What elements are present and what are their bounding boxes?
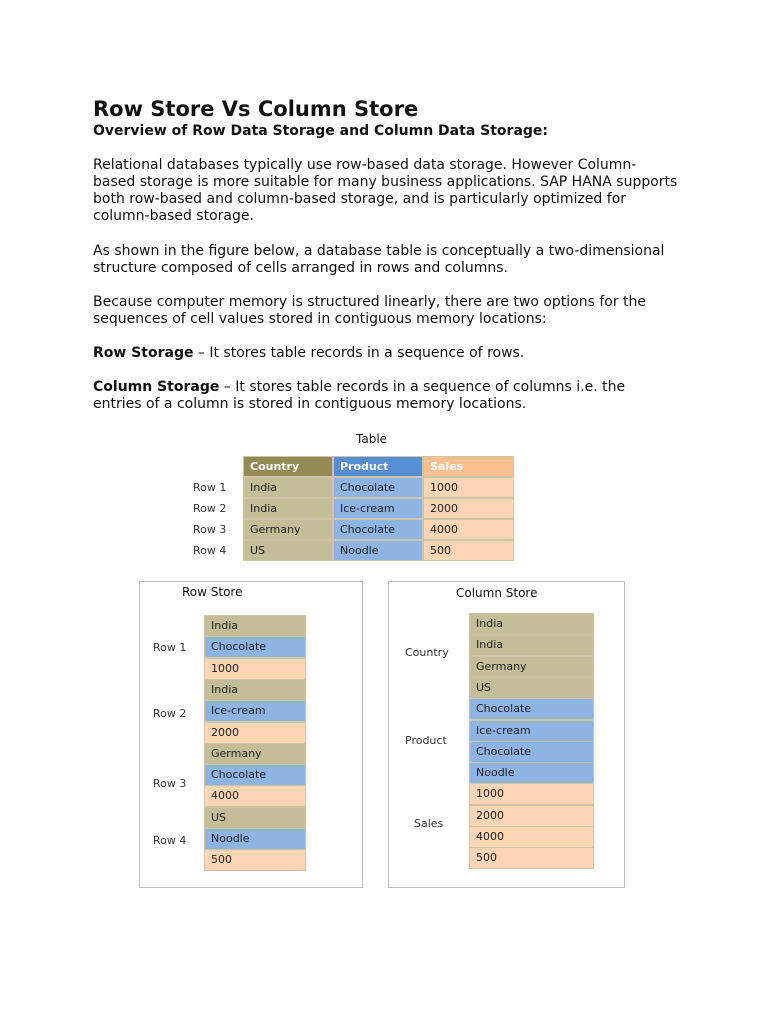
paragraph-memory: Because computer memory is structured linearly, there are two options for the sequences of cell values stored in contiguous memory locations: — [93, 294, 647, 327]
row-storage-term: Row Storage — [93, 345, 194, 361]
page-title: Row Store Vs Column Store — [93, 97, 419, 121]
page-subtitle: Overview of Row Data Storage and Column Data Storage: — [93, 123, 548, 139]
table-cell: Chocolate — [333, 477, 423, 498]
table-row-label: Row 3 — [193, 523, 227, 536]
table-cell: India — [243, 477, 333, 498]
table-cell: Germany — [243, 519, 333, 540]
row-store-cell: Germany — [204, 743, 306, 765]
table-cell: Noodle — [333, 540, 423, 561]
column-store-group-label: Sales — [414, 817, 444, 830]
row-store-cell: India — [204, 679, 306, 701]
column-store-group-label: Product — [405, 734, 447, 747]
row-store-cell: Ice-cream — [204, 700, 306, 722]
table-row-label: Row 1 — [193, 481, 227, 494]
table-cell: 4000 — [423, 519, 514, 540]
table-header-product: Product — [333, 456, 423, 477]
column-store-cell: 1000 — [469, 783, 594, 805]
row-store-cell: India — [204, 615, 306, 637]
table-header-country: Country — [243, 456, 333, 477]
row-store-cell: 4000 — [204, 785, 306, 807]
row-store-row-label: Row 1 — [153, 641, 187, 654]
column-storage-text: – It stores table records in a sequence of columns i.e. the entries of a column is stored in contiguous memory locations. — [93, 379, 626, 412]
paragraph-figure-intro: As shown in the figure below, a database table is conceptually a two-dimensional structure composed of cells arranged in rows and columns. — [93, 243, 665, 276]
column-store-cell: India — [469, 613, 594, 635]
row-store-cell: 1000 — [204, 658, 306, 680]
row-store-row-label: Row 3 — [153, 777, 187, 790]
table-header-sales: Sales — [423, 456, 514, 477]
table-cell: 1000 — [423, 477, 514, 498]
column-store-cell: Ice-cream — [469, 720, 594, 742]
row-storage-text: – It stores table records in a sequence of rows. — [193, 345, 525, 361]
table-row-label: Row 2 — [193, 502, 227, 515]
table-cell: India — [243, 498, 333, 519]
row-store-row-label: Row 2 — [153, 707, 187, 720]
column-store-title: Column Store — [456, 586, 538, 600]
row-store-cell: Noodle — [204, 828, 306, 850]
row-store-cell: 500 — [204, 849, 306, 871]
row-store-cell: 2000 — [204, 722, 306, 744]
column-store-group-label: Country — [405, 646, 449, 659]
row-store-cell: Chocolate — [204, 764, 306, 786]
column-store-cell: Chocolate — [469, 698, 594, 720]
row-store-cell: Chocolate — [204, 636, 306, 658]
column-store-cell: Noodle — [469, 762, 594, 784]
column-store-cell: Germany — [469, 656, 594, 678]
column-storage-term: Column Storage — [93, 379, 220, 395]
row-store-row-label: Row 4 — [153, 834, 187, 847]
column-store-cell: US — [469, 677, 594, 699]
column-store-cell: Chocolate — [469, 741, 594, 763]
table-cell: 500 — [423, 540, 514, 561]
table-cell: Ice-cream — [333, 498, 423, 519]
table-cell: 2000 — [423, 498, 514, 519]
column-store-cell: India — [469, 634, 594, 656]
row-store-cell: US — [204, 807, 306, 829]
paragraph-intro: Relational databases typically use row-based data storage. However Column-based storage is more suitable for many business applications. SAP HANA supports both row-based and column-based storage, and is particularly optimized for column-based storage. — [93, 157, 678, 224]
table-title: Table — [356, 432, 388, 446]
paragraph-row-storage — [93, 345, 678, 362]
row-store-title: Row Store — [182, 585, 243, 599]
column-store-cell: 4000 — [469, 826, 594, 848]
table-cell: US — [243, 540, 333, 561]
column-store-cell: 500 — [469, 847, 594, 869]
table-row-label: Row 4 — [193, 544, 227, 557]
column-store-cell: 2000 — [469, 805, 594, 827]
paragraph-column-storage — [93, 379, 678, 413]
table-cell: Chocolate — [333, 519, 423, 540]
